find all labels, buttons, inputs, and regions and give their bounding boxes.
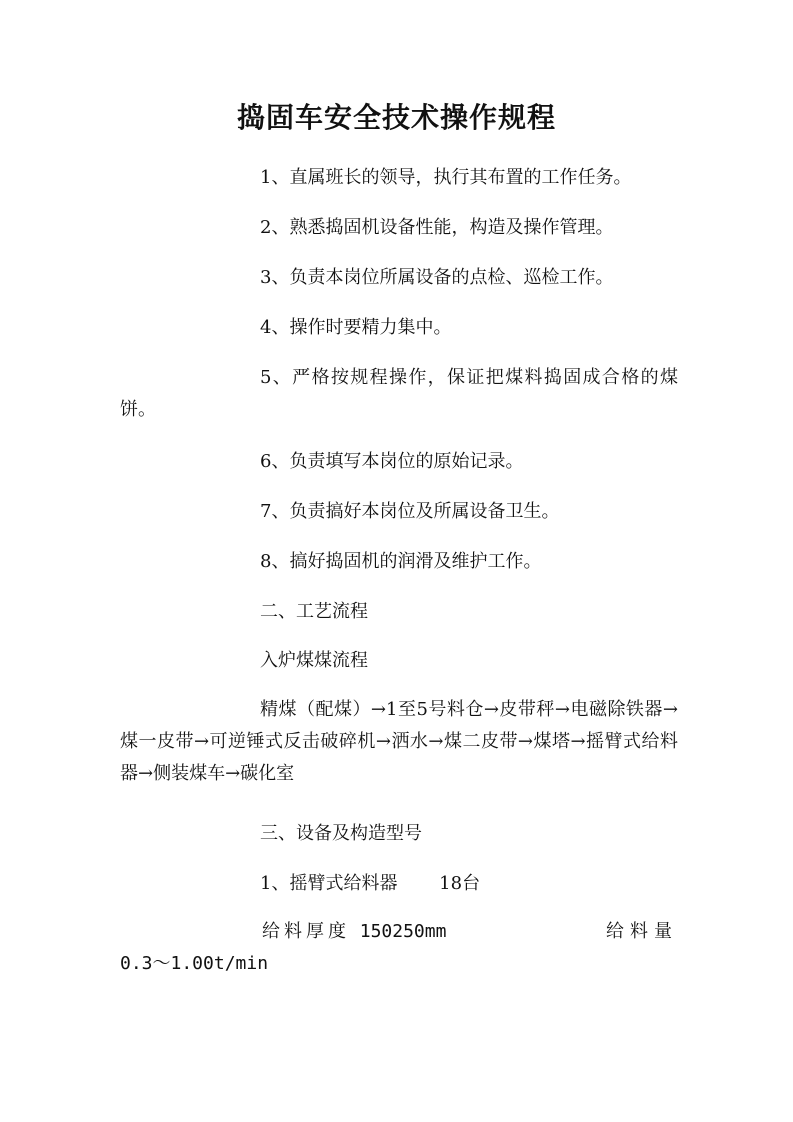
section-heading-process: 二、工艺流程: [260, 601, 368, 622]
paragraph-5: 5、严格按规程操作，保证把煤料捣固成合格的煤饼。: [120, 367, 678, 420]
paragraph-6: 6、负责填写本岗位的原始记录。: [260, 451, 524, 472]
feeder-spec-row: [120, 916, 678, 948]
section-heading-equipment: 三、设备及构造型号: [260, 823, 422, 844]
feed-thickness-label: 给料厚度: [262, 921, 350, 942]
paragraph-8: 8、搞好捣固机的润滑及维护工作。: [260, 551, 542, 572]
paragraph-1: 1、直属班长的领导，执行其布置的工作任务。: [260, 167, 632, 188]
paragraph-2: 2、熟悉捣固机设备性能，构造及操作管理。: [260, 217, 614, 238]
paragraph-3: 3、负责本岗位所属设备的点检、巡检工作。: [260, 267, 614, 288]
paragraph-4: 4、操作时要精力集中。: [260, 317, 452, 338]
equipment-item-1: 1、摇臂式给料器 18台: [260, 873, 481, 894]
feed-rate-value: 0.3～1.00t/min: [120, 953, 269, 974]
feed-rate-label: 给料量: [606, 921, 678, 942]
feed-thickness: [262, 916, 446, 948]
feeder-spec: [120, 916, 678, 980]
coal-flow-description: 精煤（配煤）→1至5号料仓→皮带秤→电磁除铁器→煤一皮带→可逆锤式反击破碎机→洒水→煤二皮带→煤塔→摇臂式给料器→侧装煤车→碳化室: [120, 699, 678, 784]
paragraph-7: 7、负责搞好本岗位及所属设备卫生。: [260, 501, 560, 522]
feed-thickness-value: 150250mm: [359, 921, 447, 942]
page-title: 捣固车安全技术操作规程: [236, 101, 556, 134]
subheading-coal-flow: 入炉煤煤流程: [260, 650, 368, 671]
